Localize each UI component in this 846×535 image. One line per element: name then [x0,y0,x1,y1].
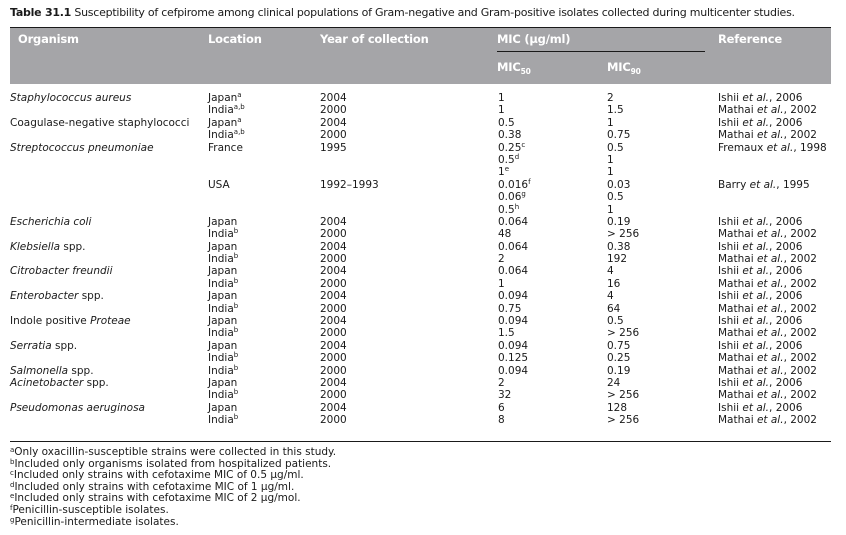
location-cell: India$^b$ [208,227,239,241]
organism-cell: Staphylococcus aureus [10,92,132,104]
mic90-cell: 128 [607,401,628,414]
organism-cell: Escherichia coli [10,215,92,228]
mic90-cell: 0.38 [607,240,631,253]
organism-cell: Salmonella spp. [10,364,94,377]
header-reference: Reference [718,32,782,46]
table-row [0,117,846,129]
mic50-cell: 1 [498,277,505,290]
year-cell: 2000 [320,104,347,117]
reference-cell: Ishii et al., 2006 [718,92,803,104]
year-cell: 2000 [320,327,347,340]
year-cell: 2004 [320,265,347,278]
table-body [0,92,846,427]
mic50-cell: 0.125 [498,352,529,365]
table-label: Table 31.1 [10,6,72,19]
mic90-cell: 1 [607,166,614,179]
mic90-cell: 0.5 [607,191,624,204]
mic90-cell: 0.75 [607,339,631,352]
table-row [0,104,846,116]
table-row [0,166,846,178]
reference-cell: Mathai et al., 2002 [718,364,817,377]
mic50-cell: 2 [498,376,505,389]
mic90-cell: 24 [607,376,621,389]
reference-cell: Mathai et al., 2002 [718,327,817,340]
mic90-cell: 0.19 [607,364,631,377]
mic50-cell: 6 [498,401,505,414]
year-cell: 2000 [320,364,347,377]
organism-cell: Klebsiella spp. [10,240,86,253]
table-bottom-rule [10,441,831,442]
mic50-cell: 0.25$^c$ [498,140,526,154]
mic50-cell: 0.5$^h$ [498,202,520,216]
reference-cell: Mathai et al., 2002 [718,302,817,315]
table-row [0,352,846,364]
location-cell: Japan [208,339,238,352]
reference-cell: Ishii et al., 2006 [718,315,803,328]
header-mic90: $MIC_{90}$ [607,60,641,76]
footnote: $^c$Included only strains with cefotaxime MIC of 0.5 μg/ml. [10,469,304,482]
table-row [0,278,846,290]
reference-cell: Mathai et al., 2002 [718,129,817,142]
reference-cell: Mathai et al., 2002 [718,104,817,117]
table-row [0,327,846,339]
footnote: $^f$Penicillin-susceptible isolates. [10,503,169,516]
year-cell: 1992–1993 [320,178,379,191]
reference-cell: Ishii et al., 2006 [718,240,803,253]
table-row [0,303,846,315]
table-row [0,228,846,240]
reference-cell: Ishii et al., 2006 [718,265,803,278]
table-row [0,340,846,352]
header-mic50: $MIC_{50}$ [497,60,531,76]
reference-cell: Mathai et al., 2002 [718,277,817,290]
mic50-cell: 0.06$^g$ [498,190,526,204]
mic90-cell: 0.19 [607,215,631,228]
mic50-cell: 48 [498,228,512,241]
mic90-cell: 0.5 [607,141,624,154]
mic90-cell: 0.5 [607,315,624,328]
mic90-cell: 1 [607,116,614,129]
header-year: Year of collection [320,32,429,46]
year-cell: 2004 [320,240,347,253]
table-row [0,265,846,277]
year-cell: 2004 [320,315,347,328]
mic90-cell: 1 [607,153,614,166]
location-cell: Japan$^a$ [208,115,242,129]
year-cell: 2004 [320,401,347,414]
table-row [0,191,846,203]
reference-cell: Ishii et al., 2006 [718,215,803,228]
location-cell: Japan [208,315,238,328]
reference-cell: Mathai et al., 2002 [718,228,817,241]
location-cell: India$^b$ [208,252,239,266]
location-cell: Japan [208,265,238,278]
year-cell: 2004 [320,116,347,129]
mic50-cell: 32 [498,389,512,402]
mic50-cell: 0.094 [498,364,529,377]
reference-cell: Mathai et al., 2002 [718,389,817,402]
mic90-cell: > 256 [607,228,640,241]
year-cell: 2004 [320,376,347,389]
mic50-cell: 0.5 [498,116,515,129]
mic50-cell: 0.75 [498,302,522,315]
organism-cell: Enterobacter spp. [10,290,104,303]
reference-cell: Mathai et al., 2002 [718,414,817,427]
year-cell: 2004 [320,215,347,228]
mic90-cell: > 256 [607,414,640,427]
mic50-cell: 0.5$^d$ [498,152,520,166]
mic90-cell: 1 [607,203,614,216]
year-cell: 2000 [320,414,347,427]
table-row [0,253,846,265]
reference-cell: Mathai et al., 2002 [718,352,817,365]
year-cell: 2000 [320,253,347,266]
year-cell: 2000 [320,352,347,365]
year-cell: 2000 [320,277,347,290]
mic50-cell: 0.094 [498,315,529,328]
mic50-cell: 1 [498,104,505,117]
organism-cell: Serratia spp. [10,339,78,352]
table-row [0,315,846,327]
reference-cell: Ishii et al., 2006 [718,116,803,129]
footnote: $^b$Included only organisms isolated from hospitalized patients. [10,457,332,470]
location-cell: France [208,141,243,154]
location-cell: India$^{a,b}$ [208,103,245,117]
location-cell: Japan [208,290,238,303]
location-cell: Japan [208,215,238,228]
table-row [0,154,846,166]
table-row [0,402,846,414]
mic50-cell: 8 [498,414,505,427]
table-row [0,142,846,154]
location-cell: India$^b$ [208,326,239,340]
location-cell: USA [208,178,230,191]
table-row [0,389,846,401]
reference-cell: Mathai et al., 2002 [718,253,817,266]
mic50-cell: 2 [498,253,505,266]
table-row [0,216,846,228]
table-row [0,290,846,302]
mic50-cell: 0.064 [498,240,529,253]
mic90-cell: 0.75 [607,129,631,142]
mic90-cell: 16 [607,277,621,290]
mic50-cell: 0.094 [498,290,529,303]
year-cell: 2000 [320,228,347,241]
footnote: $^d$Included only strains with cefotaxime MIC of 1 μg/ml. [10,480,295,493]
mic50-cell: 0.064 [498,215,529,228]
location-cell: India$^b$ [208,276,239,290]
table-caption [10,6,795,19]
table-title: Susceptibility of cefpirome among clinical populations of Gram-negative and Gram-positive isolates collected during multicenter studies. [71,6,795,19]
year-cell: 1995 [320,141,347,154]
mic50-cell: 0.016$^f$ [498,177,531,191]
organism-cell: Citrobacter freundii [10,265,113,278]
footnote: $^e$Included only strains with cefotaxime MIC of 2 μg/mol. [10,492,301,505]
year-cell: 2004 [320,92,347,104]
table-row [0,92,846,104]
header-location: Location [208,32,262,46]
year-cell: 2004 [320,290,347,303]
reference-cell: Ishii et al., 2006 [718,339,803,352]
mic90-cell: > 256 [607,389,640,402]
year-cell: 2000 [320,389,347,402]
organism-cell: Pseudomonas aeruginosa [10,401,145,414]
mic50-cell: 0.094 [498,339,529,352]
year-cell: 2000 [320,129,347,142]
mic50-cell: 1e [498,165,509,179]
location-cell: Japan [208,376,238,389]
mic-header-divider [497,51,705,52]
organism-cell: Acinetobacter spp. [10,376,109,389]
table-row [0,204,846,216]
reference-cell: Ishii et al., 2006 [718,376,803,389]
location-cell: Japan [208,240,238,253]
location-cell: India$^b$ [208,363,239,377]
reference-cell: Ishii et al., 2006 [718,401,803,414]
location-cell: India$^{a,b}$ [208,128,245,142]
mic90-cell: 0.03 [607,178,631,191]
location-cell: Japan$^a$ [208,91,242,104]
mic50-cell: 0.064 [498,265,529,278]
organism-cell: Coagulase-negative staphylococci [10,116,190,129]
footnote: $^a$Only oxacillin-susceptible strains were collected in this study. [10,446,337,458]
mic90-cell: 2 [607,92,614,104]
year-cell: 2004 [320,339,347,352]
mic90-cell: 0.25 [607,352,631,365]
table-row [0,365,846,377]
mic90-cell: 1.5 [607,104,624,117]
location-cell: India$^b$ [208,388,239,402]
reference-cell: Barry et al., 1995 [718,178,810,191]
location-cell: Japan [208,401,238,414]
footnote: $^g$Penicillin-intermediate isolates. [10,515,179,528]
organism-cell: Indole positive Proteae [10,315,131,328]
reference-cell: Fremaux et al., 1998 [718,141,827,154]
table-row [0,179,846,191]
mic90-cell: 192 [607,253,628,266]
table-footnotes [10,447,336,528]
location-cell: India$^b$ [208,301,239,315]
table-row [0,241,846,253]
table-row [0,414,846,426]
table-row [0,377,846,389]
location-cell: India$^b$ [208,351,239,365]
mic90-cell: 64 [607,302,621,315]
mic50-cell: 1.5 [498,327,515,340]
header-mic: MIC (μg/ml) [497,32,571,46]
table-header [10,27,831,84]
mic90-cell: 4 [607,265,614,278]
reference-cell: Ishii et al., 2006 [718,290,803,303]
mic90-cell: 4 [607,290,614,303]
organism-cell: Streptococcus pneumoniae [10,141,154,154]
location-cell: India$^b$ [208,413,239,427]
mic50-cell: 1 [498,92,505,104]
year-cell: 2000 [320,302,347,315]
mic90-cell: > 256 [607,327,640,340]
mic50-cell: 0.38 [498,129,522,142]
table-row [0,129,846,141]
header-organism: Organism [18,32,79,46]
